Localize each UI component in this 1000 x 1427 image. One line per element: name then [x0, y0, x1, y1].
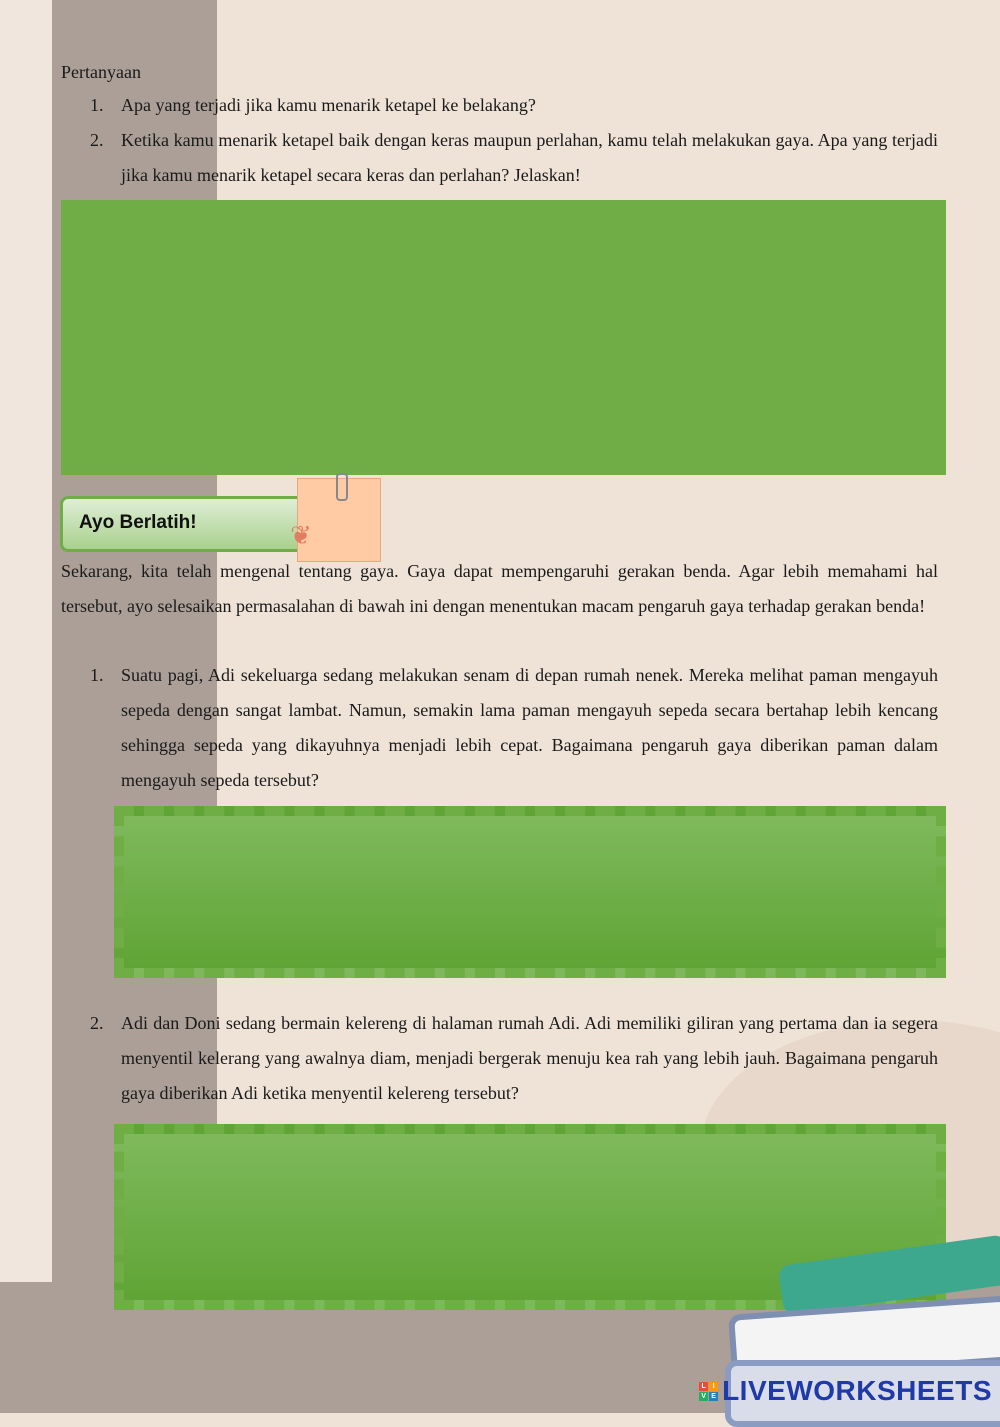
liveworksheets-logo [699, 1375, 992, 1407]
sticky-note-icon [290, 478, 381, 562]
ayo-berlatih-badge [60, 496, 315, 552]
leaf-icon: ❦ [290, 521, 312, 550]
question-text: Apa yang terjadi jika kamu menarik ketapel ke belakang? [121, 95, 536, 115]
exercise-text: Suatu pagi, Adi sekeluarga sedang melakukan senam di depan rumah nenek. Mereka melihat paman mengayuh sepeda dengan sangat lambat. Namun, semakin lama paman mengayuh sepeda secara bertahap lebih kencang sehingga sepeda yang dikayuhnya menjadi lebih cepat. Bagaimana pengaruh gaya diberikan paman dalam mengayuh sepeda tersebut? [121, 665, 938, 790]
paperclip-icon [336, 473, 348, 501]
exercise-number: 2. [90, 1013, 104, 1033]
question-number: 1. [90, 95, 104, 115]
logo-wordmark: LIVEWORKSHEETS [722, 1375, 992, 1406]
question-item [90, 123, 938, 193]
question-text: Ketika kamu menarik ketapel baik dengan keras maupun perlahan, kamu telah melakukan gaya. Apa yang terjadi jika kamu menarik ketapel secara keras dan perlahan? Jelaskan! [121, 130, 938, 185]
exercise-text: Adi dan Doni sedang bermain kelereng di halaman rumah Adi. Adi memiliki giliran yang pertama dan ia segera menyentil kelerang yang awalnya diam, menjadi bergerak menuju kea rah yang lebih jauh. Bagaimana pengaruh gaya diberikan Adi ketika menyentil kelereng tersebut? [121, 1013, 938, 1103]
logo-mark-icon: L I V E [699, 1382, 718, 1401]
question-item [90, 88, 938, 123]
badge-label: Ayo Berlatih! [79, 512, 197, 533]
answer-box-questions[interactable] [61, 200, 946, 475]
section-heading: Pertanyaan [61, 62, 141, 82]
intro-paragraph: Sekarang, kita telah mengenal tentang gaya. Gaya dapat mempengaruhi gerakan benda. Agar lebih memahami hal tersebut, ayo selesaikan permasalahan di bawah ini dengan menentukan macam pengaruh gaya terhadap gerakan benda! [61, 561, 938, 616]
exercise-number: 1. [90, 665, 104, 685]
question-number: 2. [90, 130, 104, 150]
exercise-item [90, 658, 938, 798]
answer-box-exercise-1[interactable] [114, 806, 946, 978]
exercise-item [90, 1006, 938, 1111]
